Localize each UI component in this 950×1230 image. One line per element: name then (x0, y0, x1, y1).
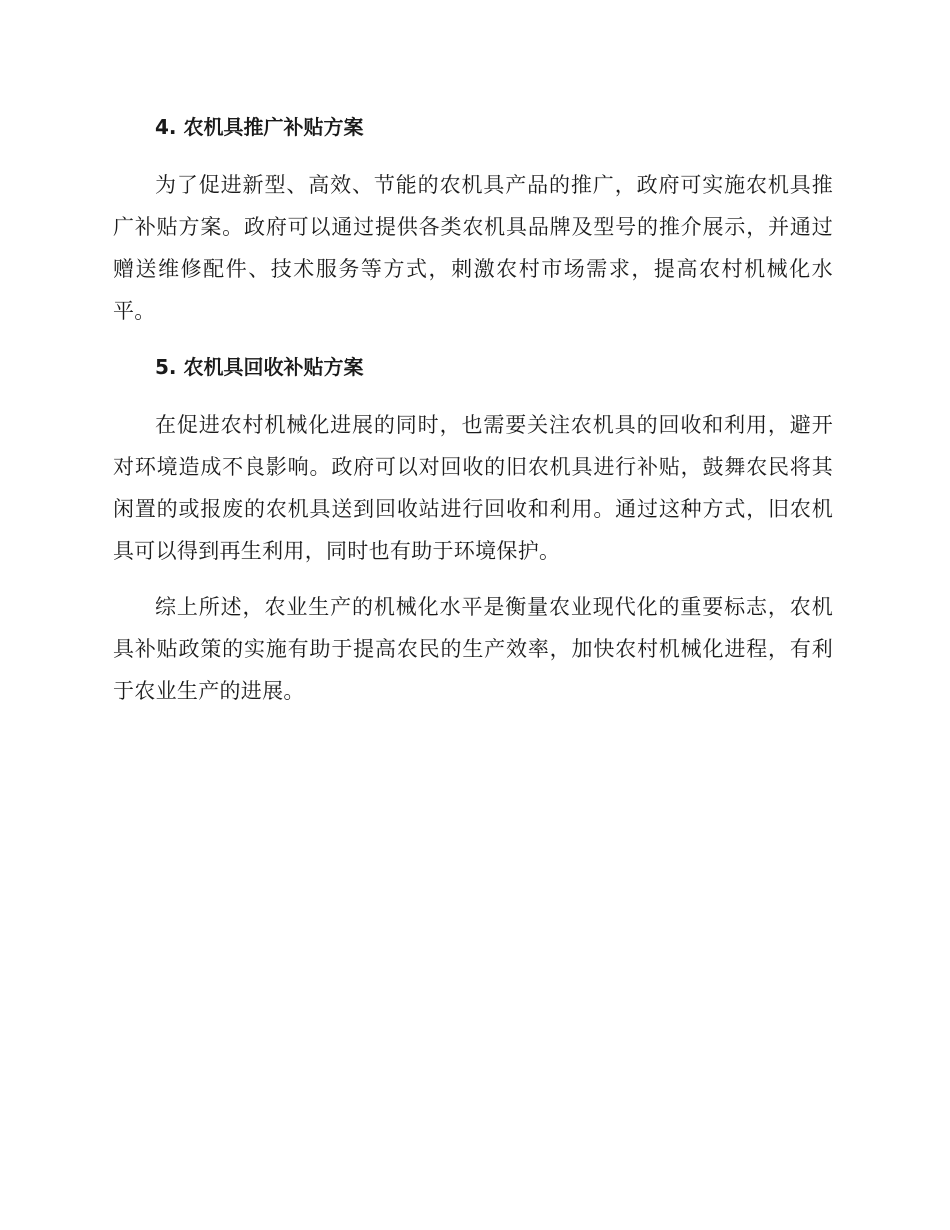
section-paragraph-4: 为了促进新型、高效、节能的农机具产品的推广，政府可实施农机具推广补贴方案。政府可以通过提供各类农机具品牌及型号的推介展示，并通过赠送维修配件、技术服务等方式，刺激农村市场需求，提高农村机械化水平。 (113, 173, 833, 323)
section-heading-5: 5. 农机具回收补贴方案 (155, 355, 364, 379)
section-paragraph-5: 在促进农村机械化进展的同时，也需要关注农机具的回收和利用，避开对环境造成不良影响。政府可以对回收的旧农机具进行补贴，鼓舞农民将其闲置的或报废的农机具送到回收站进行回收和利用。通过这种方式，旧农机具可以得到再生利用，同时也有助于环境保护。 (113, 413, 833, 563)
conclusion-paragraph: 综上所述，农业生产的机械化水平是衡量农业现代化的重要标志，农机具补贴政策的实施有助于提高农民的生产效率，加快农村机械化进程，有利于农业生产的进展。 (113, 595, 833, 703)
section-heading-4: 4. 农机具推广补贴方案 (155, 115, 364, 139)
document-body (113, 106, 833, 726)
